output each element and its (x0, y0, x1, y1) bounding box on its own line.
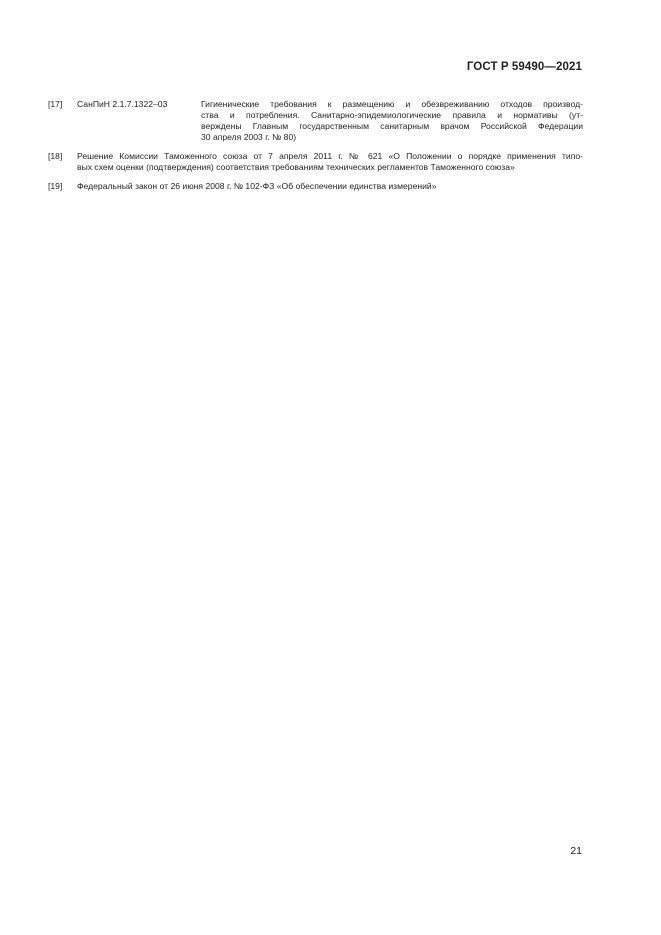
reference-number: [17] (48, 99, 63, 109)
reference-line: вых схем оценки (подтверждения) соответствия требованиям технических регламентов Таможенного союза» (77, 162, 515, 172)
reference-description (77, 181, 583, 192)
reference-line: 30 апреля 2003 г. № 80) (201, 132, 297, 142)
reference-line: Гигиенические требования к размещению и обезвреживанию отходов производ- (201, 99, 583, 109)
bibliography-list (48, 99, 583, 200)
page-number: 21 (570, 845, 582, 857)
reference-line: верждены Главным государственным санитарным врачом Российской Федерации (201, 121, 583, 131)
reference-description (201, 99, 583, 143)
reference-line: Решение Комиссии Таможенного союза от 7 апреля 2011 г. № 621 «О Положении о порядке применения типо- (77, 151, 583, 161)
reference-line: ства и потребления. Санитарно-эпидемиологические правила и нормативы (ут- (201, 110, 583, 120)
reference-item-17 (48, 99, 583, 143)
reference-description (77, 151, 583, 173)
reference-item-18 (48, 151, 583, 173)
reference-line: Федеральный закон от 26 июня 2008 г. № 102-ФЗ «Об обеспечении единства измерений» (77, 181, 437, 191)
reference-number: [19] (48, 181, 63, 191)
document-header: ГОСТ Р 59490—2021 (466, 61, 582, 73)
reference-document-code: СанПиН 2.1.7.1322–03 (77, 99, 168, 109)
reference-item-19 (48, 181, 583, 192)
reference-number: [18] (48, 151, 63, 161)
